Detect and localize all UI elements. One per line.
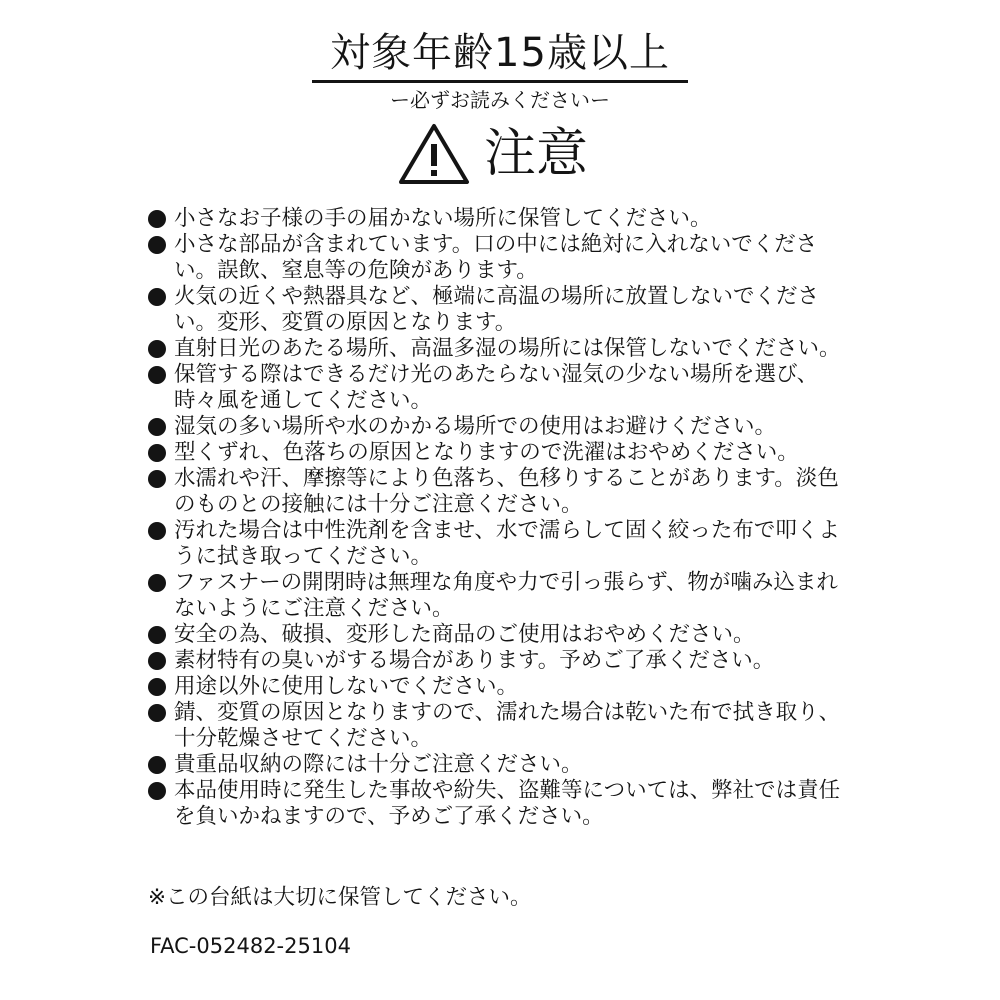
list-item [148,622,854,648]
list-item-text: 本品使用時に発生した事故や紛失、盗難等については、弊社では責任を負いかねますので、予めご了承ください。 [174,778,841,829]
list-item [148,674,854,700]
list-item [148,440,854,466]
list-item-text: 型くずれ、色落ちの原因となりますので洗濯はおやめください。 [174,440,799,465]
bullet-icon [148,574,166,592]
list-item [148,778,854,830]
bullet-icon [148,678,166,696]
bullet-icon [148,652,166,670]
list-item [148,518,854,570]
list-item-text: 湿気の多い場所や水のかかる場所での使用はお避けください。 [174,414,777,439]
list-item-text: 直射日光のあたる場所、高温多湿の場所には保管しないでください。 [174,336,841,361]
list-item [148,752,854,778]
bullet-icon [148,288,166,306]
age-rating-title: 対象年齢15歳以上 [330,30,670,76]
bullet-icon [148,444,166,462]
list-item-text: ファスナーの開閉時は無理な角度や力で引っ張らず、物が噛み込まれないようにご注意ください。 [174,570,838,621]
bullet-icon [148,522,166,540]
list-item [148,648,854,674]
bullet-icon [148,626,166,644]
list-item-text: 火気の近くや熱器具など、極端に高温の場所に放置しないでください。変形、変質の原因となります。 [174,284,820,335]
list-item [148,414,854,440]
keep-mount-note: ※この台紙は大切に保管してください。 [148,885,532,910]
list-item-text: 安全の為、破損、変形した商品のご使用はおやめください。 [174,622,755,647]
list-item [148,362,854,414]
list-item-text: 用途以外に使用しないでください。 [174,674,519,699]
list-item-text: 水濡れや汗、摩擦等により色落ち、色移りすることがあります。淡色のものとの接触には十分ご注意ください。 [174,466,839,517]
bullet-icon [148,236,166,254]
list-item [148,466,854,518]
bullet-icon [148,340,166,358]
list-item-text: 汚れた場合は中性洗剤を含ませ、水で濡らして固く絞った布で叩くように拭き取ってください。 [174,518,840,569]
list-item [148,700,854,752]
list-item-text: 小さな部品が含まれています。口の中には絶対に入れないでください。誤飲、窒息等の危険があります。 [174,232,818,283]
bullet-icon [148,470,166,488]
bullet-icon [148,366,166,384]
list-item-text: 保管する際はできるだけ光のあたらない湿気の少ない場所を選び、時々風を通してください。 [174,362,819,413]
product-code: FAC-052482-25104 [150,934,351,958]
list-item-text: 素材特有の臭いがする場合があります。予めご了承ください。 [174,648,775,673]
caution-list [148,206,854,830]
caution-heading: 注意 [484,124,589,184]
list-item [148,284,854,336]
bullet-icon [148,756,166,774]
title-underline [312,80,688,83]
please-read-subtitle: ー必ずお読みくださいー [390,88,610,112]
list-item-text: 小さなお子様の手の届かない場所に保管してください。 [174,206,712,231]
bullet-icon [148,210,166,228]
warning-triangle-icon [398,122,470,186]
list-item-text: 錆、変質の原因となりますので、濡れた場合は乾いた布で拭き取り、十分乾燥させてください。 [174,700,841,751]
bullet-icon [148,418,166,436]
bullet-icon [148,704,166,722]
list-item [148,570,854,622]
list-item [148,206,854,232]
list-item [148,232,854,284]
bullet-icon [148,782,166,800]
list-item [148,336,854,362]
list-item-text: 貴重品収納の際には十分ご注意ください。 [174,752,583,777]
